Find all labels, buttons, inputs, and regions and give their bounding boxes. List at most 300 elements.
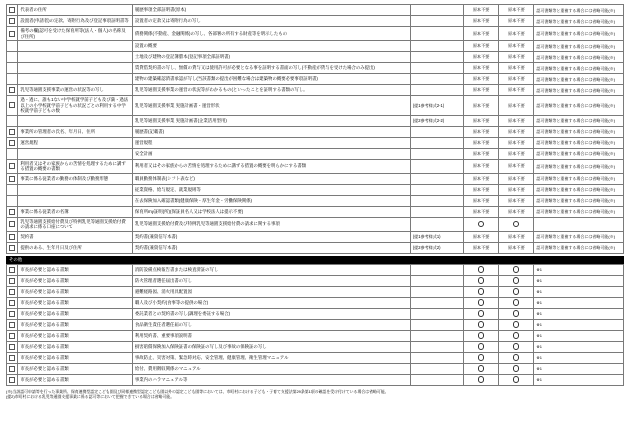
row-checkbox[interactable] bbox=[7, 52, 18, 63]
cell-document-category: 事業所の管理者の氏名、年月日、住所 bbox=[18, 126, 133, 137]
cell-document-name: 乳児等通園支援事業の運営の状況等がわかるもの(といったことを証明する書類の写し。 bbox=[132, 85, 410, 96]
cell-original-required-b bbox=[499, 341, 534, 352]
circle-mark bbox=[478, 321, 484, 327]
cell-remarks: 認可書類等と重複する場合には省略可能(※) bbox=[534, 96, 624, 116]
circle-mark bbox=[513, 332, 519, 338]
cell-form-reference bbox=[410, 341, 463, 352]
cell-document-name: 事業内のハラマニュアル等 bbox=[132, 374, 410, 385]
table-row bbox=[7, 195, 624, 206]
cell-original-required-a: 原本不要 bbox=[464, 63, 499, 74]
cell-document-name: 土地及び建物の登記簿謄本(登記事項全部証明書) bbox=[132, 52, 410, 63]
checklist-table-main bbox=[6, 4, 624, 254]
cell-form-reference bbox=[410, 319, 463, 330]
table-row bbox=[7, 96, 624, 116]
cell-document-name: 履歴書(記載書) bbox=[132, 126, 410, 137]
cell-original-required-a: 原本不要 bbox=[464, 27, 499, 41]
cell-form-reference: (提1参考様式1) bbox=[410, 231, 463, 242]
cell-original-required-a: 原本不要 bbox=[464, 195, 499, 206]
footnote-block bbox=[6, 389, 624, 400]
checkbox-icon[interactable] bbox=[9, 322, 15, 328]
checkbox-icon[interactable] bbox=[9, 311, 15, 317]
checkbox-icon[interactable] bbox=[9, 209, 15, 215]
cell-form-reference bbox=[410, 126, 463, 137]
row-checkbox[interactable] bbox=[7, 275, 18, 286]
cell-document-category bbox=[18, 74, 133, 85]
cell-original-required-b: 原本不要 bbox=[499, 231, 534, 242]
cell-document-category: 市長が必要と認める書類 bbox=[18, 330, 133, 341]
circle-mark bbox=[478, 376, 484, 382]
cell-document-name: 契約書(兼資信写本書) bbox=[132, 242, 410, 253]
table-row bbox=[7, 173, 624, 184]
cell-original-required-b: 原本不要 bbox=[499, 85, 534, 96]
cell-form-reference bbox=[410, 159, 463, 173]
cell-original-required-a: 原本不要 bbox=[464, 96, 499, 116]
cell-remarks: ※1 bbox=[534, 264, 624, 275]
cell-original-required-a: 原本不要 bbox=[464, 173, 499, 184]
cell-document-category: 提供のある、生年月日及び住所 bbox=[18, 242, 133, 253]
circle-mark bbox=[478, 299, 484, 305]
cell-original-required-b: 原本不要 bbox=[499, 159, 534, 173]
table-row bbox=[7, 217, 624, 231]
row-checkbox[interactable] bbox=[7, 297, 18, 308]
cell-original-required-b: 原本不要 bbox=[499, 27, 534, 41]
cell-document-name: 防火管理者選任届出書の写し bbox=[132, 275, 410, 286]
cell-document-category: 市長が必要と認める書類 bbox=[18, 352, 133, 363]
circle-mark bbox=[478, 288, 484, 294]
cell-form-reference bbox=[410, 217, 463, 231]
circle-mark bbox=[513, 277, 519, 283]
cell-document-category: 市長が必要と認める書類 bbox=[18, 264, 133, 275]
cell-remarks: 認可書類等と重複する場合には省略可能(※) bbox=[534, 5, 624, 16]
cell-original-required-b bbox=[499, 297, 534, 308]
cell-remarks: 認可書類等と重複する場合には省略可能(※) bbox=[534, 16, 624, 27]
checkbox-icon[interactable] bbox=[9, 18, 15, 24]
cell-original-required-b bbox=[499, 217, 534, 231]
table-row bbox=[7, 319, 624, 330]
cell-remarks: 認可書類等と重複する場合には省略可能(※) bbox=[534, 74, 624, 85]
cell-original-required-a bbox=[464, 308, 499, 319]
cell-original-required-b: 原本不要 bbox=[499, 184, 534, 195]
cell-form-reference bbox=[410, 63, 463, 74]
cell-document-name: 在去保険加入確認書類(健康保険・厚生年金・労働保険関係) bbox=[132, 195, 410, 206]
cell-document-name: 運営規程 bbox=[132, 137, 410, 148]
row-checkbox[interactable] bbox=[7, 184, 18, 195]
row-checkbox[interactable] bbox=[7, 195, 18, 206]
circle-mark bbox=[478, 343, 484, 349]
cell-original-required-b: 原本不要 bbox=[499, 137, 534, 148]
cell-form-reference bbox=[410, 41, 463, 52]
cell-remarks: 認可書類等と重複する場合には省略可能(※) bbox=[534, 148, 624, 159]
cell-document-category: 市長が必要と認める書類 bbox=[18, 319, 133, 330]
cell-document-name: 事故防止、災害対策、緊急時対応、安全管理、健康管理、衛生管理マニュアル bbox=[132, 352, 410, 363]
circle-mark bbox=[478, 277, 484, 283]
cell-remarks: ※1 bbox=[534, 341, 624, 352]
cell-remarks: 認可書類等と重複する場合には省略可能(※) bbox=[534, 41, 624, 52]
cell-form-reference bbox=[410, 85, 463, 96]
cell-document-name: 消防設備点検報告書または検査済証の写し bbox=[132, 264, 410, 275]
table-row bbox=[7, 16, 624, 27]
cell-document-name: 設置者の定款又は寄附行為の写し bbox=[132, 16, 410, 27]
cell-original-required-b: 原本不要 bbox=[499, 16, 534, 27]
cell-original-required-a: 原本不要 bbox=[464, 52, 499, 63]
row-checkbox[interactable] bbox=[7, 27, 18, 41]
checkbox-icon[interactable] bbox=[9, 234, 15, 240]
row-checkbox[interactable] bbox=[7, 363, 18, 374]
circle-mark bbox=[513, 321, 519, 327]
cell-form-reference bbox=[410, 374, 463, 385]
section-header-other: その他 bbox=[6, 256, 624, 264]
row-checkbox[interactable] bbox=[7, 352, 18, 363]
circle-mark bbox=[513, 221, 519, 227]
cell-document-name: 契約書(兼資信写本書) bbox=[132, 231, 410, 242]
checkbox-icon[interactable] bbox=[9, 221, 15, 227]
cell-document-name: 食品衛生責任者選任届の写し bbox=[132, 319, 410, 330]
table-row bbox=[7, 286, 624, 297]
row-checkbox[interactable] bbox=[7, 341, 18, 352]
circle-mark bbox=[513, 288, 519, 294]
cell-original-required-b: 原本不要 bbox=[499, 74, 534, 85]
circle-mark bbox=[513, 354, 519, 360]
row-checkbox[interactable] bbox=[7, 159, 18, 173]
checkbox-icon[interactable] bbox=[9, 102, 15, 108]
cell-form-reference bbox=[410, 330, 463, 341]
cell-original-required-a: 原本不要 bbox=[464, 41, 499, 52]
cell-remarks: ※1 bbox=[534, 330, 624, 341]
cell-original-required-a: 原本不要 bbox=[464, 206, 499, 217]
circle-mark bbox=[513, 310, 519, 316]
cell-document-name: 職人及び小契約(食事等の提供の場合) bbox=[132, 297, 410, 308]
row-checkbox[interactable] bbox=[7, 41, 18, 52]
cell-form-reference bbox=[410, 275, 463, 286]
cell-document-category bbox=[18, 63, 133, 74]
table-row bbox=[7, 374, 624, 385]
cell-original-required-a: 原本不要 bbox=[464, 242, 499, 253]
cell-form-reference bbox=[410, 195, 463, 206]
cell-document-category: 市長が必要と認める書類 bbox=[18, 308, 133, 319]
cell-remarks: 認可書類等と重複する場合には省略可能(※) bbox=[534, 27, 624, 41]
cell-remarks: 認可書類等と重複する場合には省略可能(※) bbox=[534, 242, 624, 253]
footnote-1: (※)当該認可申請等を行った事業所、保育連携型認定こども園及び同様連携型認定こども園以外の認定こども園等においては、市町村における子ども・子育て支援法第29条第1項の確認を受け付けている場合は省略可能。 bbox=[6, 388, 389, 394]
cell-form-reference bbox=[410, 27, 463, 41]
cell-form-reference bbox=[410, 206, 463, 217]
cell-original-required-b: 原本不要 bbox=[499, 41, 534, 52]
cell-original-required-a: 原本不要 bbox=[464, 16, 499, 27]
cell-form-reference: (提2参考様式2) bbox=[410, 242, 463, 253]
circle-mark bbox=[513, 376, 519, 382]
cell-form-reference bbox=[410, 308, 463, 319]
footnote-2: (提2)市町村における乳児等通園支援事業に係る認可等において把握できている場合は省略可能。 bbox=[6, 393, 175, 399]
cell-document-category bbox=[18, 41, 133, 52]
row-checkbox[interactable] bbox=[7, 330, 18, 341]
cell-original-required-a: 原本不要 bbox=[464, 85, 499, 96]
checklist-table-other bbox=[6, 264, 624, 386]
circle-mark bbox=[513, 299, 519, 305]
table-row bbox=[7, 264, 624, 275]
checkbox-icon[interactable] bbox=[9, 366, 15, 372]
cell-form-reference bbox=[410, 297, 463, 308]
checkbox-icon[interactable] bbox=[9, 355, 15, 361]
row-checkbox[interactable] bbox=[7, 308, 18, 319]
cell-original-required-a: 原本不要 bbox=[464, 184, 499, 195]
cell-original-required-a bbox=[464, 286, 499, 297]
table-row bbox=[7, 341, 624, 352]
cell-original-required-a bbox=[464, 275, 499, 286]
table-row bbox=[7, 27, 624, 41]
checkbox-icon[interactable] bbox=[9, 129, 15, 135]
cell-document-name: 安全計画 bbox=[132, 148, 410, 159]
table-row bbox=[7, 63, 624, 74]
cell-form-reference bbox=[410, 184, 463, 195]
cell-document-name: 委託業者との契約書の写し(調理を委託する場合) bbox=[132, 308, 410, 319]
checkbox-icon[interactable] bbox=[9, 300, 15, 306]
cell-document-category: 市長が必要と認める書類 bbox=[18, 275, 133, 286]
cell-document-name: 乳児等通園支援事業 実施計画書・運営形状 bbox=[132, 96, 410, 116]
cell-original-required-a: 原本不要 bbox=[464, 5, 499, 16]
row-checkbox[interactable] bbox=[7, 96, 18, 116]
cell-original-required-a: 原本不要 bbox=[464, 115, 499, 126]
cell-form-reference bbox=[410, 52, 463, 63]
checkbox-icon[interactable] bbox=[9, 278, 15, 284]
checkbox-icon[interactable] bbox=[9, 344, 15, 350]
cell-original-required-a bbox=[464, 330, 499, 341]
cell-document-name: 避難経路図、消火用具配置図 bbox=[132, 286, 410, 297]
circle-mark bbox=[513, 343, 519, 349]
cell-document-category: 設置者(申請者)の定款、寄附行為及び登記事項証明書等 bbox=[18, 16, 133, 27]
cell-original-required-b: 原本不要 bbox=[499, 206, 534, 217]
cell-original-required-b: 原本不要 bbox=[499, 195, 534, 206]
checkbox-icon[interactable] bbox=[9, 333, 15, 339]
cell-document-category bbox=[18, 148, 133, 159]
cell-document-category: 市長が必要と認める書類 bbox=[18, 297, 133, 308]
cell-remarks: 認可書類等と重複する場合には省略可能(※) bbox=[534, 231, 624, 242]
cell-original-required-b: 原本不要 bbox=[499, 96, 534, 116]
cell-document-category: 運営規程 bbox=[18, 137, 133, 148]
cell-remarks: 認可書類等と重複する場合には省略可能(※) bbox=[534, 184, 624, 195]
row-checkbox[interactable] bbox=[7, 5, 18, 16]
cell-document-category: 乳児等通園支援給付費及び特例乳児等通園支援給付費の請求に係る口座について bbox=[18, 217, 133, 231]
cell-remarks: ※1 bbox=[534, 275, 624, 286]
cell-remarks: 認可書類等と重複する場合には省略可能(※) bbox=[534, 137, 624, 148]
cell-original-required-a bbox=[464, 341, 499, 352]
cell-original-required-b bbox=[499, 264, 534, 275]
cell-original-required-b bbox=[499, 352, 534, 363]
cell-original-required-a bbox=[464, 264, 499, 275]
row-checkbox[interactable] bbox=[7, 85, 18, 96]
row-checkbox[interactable] bbox=[7, 115, 18, 126]
cell-original-required-b: 原本不要 bbox=[499, 115, 534, 126]
cell-document-category: 備考の欄(認可を受けた保育所等(法人・個人)の名称及び住所) bbox=[18, 27, 133, 41]
row-checkbox[interactable] bbox=[7, 242, 18, 253]
table-row bbox=[7, 231, 624, 242]
circle-mark bbox=[478, 310, 484, 316]
table-row bbox=[7, 242, 624, 253]
table-row bbox=[7, 330, 624, 341]
table-row bbox=[7, 308, 624, 319]
checkbox-icon[interactable] bbox=[9, 245, 15, 251]
cell-original-required-b: 原本不要 bbox=[499, 242, 534, 253]
cell-original-required-a bbox=[464, 319, 499, 330]
cell-remarks: 認可書類等と重複する場合には省略可能(※) bbox=[534, 159, 624, 173]
cell-remarks: 認可書類等と重複する場合には省略可能(※) bbox=[534, 173, 624, 184]
row-checkbox[interactable] bbox=[7, 286, 18, 297]
cell-document-category bbox=[18, 52, 133, 63]
checkbox-icon[interactable] bbox=[9, 7, 15, 13]
checkbox-icon[interactable] bbox=[9, 140, 15, 146]
cell-form-reference: (提1参考様式2-1) bbox=[410, 96, 463, 116]
cell-document-category: 市長が必要と認める書類 bbox=[18, 341, 133, 352]
checkbox-icon[interactable] bbox=[9, 176, 15, 182]
checkbox-icon[interactable] bbox=[9, 31, 15, 37]
cell-original-required-b: 原本不要 bbox=[499, 63, 534, 74]
cell-document-category bbox=[18, 115, 133, 126]
cell-document-name: 損害賠償保険加入保険証書の保険証の写し及び事故の保険証の写し bbox=[132, 341, 410, 352]
cell-document-category: 乳児等通園支援事業の運営の状況等の写し bbox=[18, 85, 133, 96]
cell-remarks: ※1 bbox=[534, 363, 624, 374]
cell-document-name: 債務関係(不動産、金融関係)の写し、各部署の所有する財産等を明示したもの bbox=[132, 27, 410, 41]
cell-original-required-a: 原本不要 bbox=[464, 159, 499, 173]
cell-original-required-a bbox=[464, 217, 499, 231]
cell-document-name: 建物の建築確認済書承認が写し(当該書類の提出が困難な場合は建築物の概要必要事項証明書) bbox=[132, 74, 410, 85]
row-checkbox[interactable] bbox=[7, 173, 18, 184]
cell-original-required-b: 原本不要 bbox=[499, 173, 534, 184]
cell-remarks: 認可書類等と重複する場合には省略可能(※) bbox=[534, 195, 624, 206]
cell-original-required-a: 原本不要 bbox=[464, 231, 499, 242]
table-row bbox=[7, 5, 624, 16]
cell-original-required-b bbox=[499, 330, 534, 341]
cell-document-category: 市長が必要と認める書類 bbox=[18, 363, 133, 374]
row-checkbox[interactable] bbox=[7, 206, 18, 217]
cell-original-required-b bbox=[499, 275, 534, 286]
cell-document-name: 保育所my証明(所)(保証員名人又は学校法人は提示不要) bbox=[132, 206, 410, 217]
row-checkbox[interactable] bbox=[7, 148, 18, 159]
table-row bbox=[7, 159, 624, 173]
circle-mark bbox=[478, 354, 484, 360]
cell-document-name: 賃貸借契約書の写し、無償の貸与又は使用許可が必要となる事を証明する書面の写し(不動産が貸与を受けた場合のみ提出) bbox=[132, 63, 410, 74]
table-row bbox=[7, 52, 624, 63]
circle-mark bbox=[478, 221, 484, 227]
table-row bbox=[7, 275, 624, 286]
row-checkbox[interactable] bbox=[7, 319, 18, 330]
cell-remarks: ※1 bbox=[534, 374, 624, 385]
row-checkbox[interactable] bbox=[7, 264, 18, 275]
circle-mark bbox=[513, 266, 519, 272]
table-row bbox=[7, 148, 624, 159]
cell-original-required-b bbox=[499, 308, 534, 319]
checkbox-icon[interactable] bbox=[9, 267, 15, 273]
cell-remarks bbox=[534, 217, 624, 231]
cell-remarks: ※1 bbox=[534, 352, 624, 363]
cell-document-category bbox=[18, 184, 133, 195]
row-checkbox[interactable] bbox=[7, 74, 18, 85]
circle-mark bbox=[513, 365, 519, 371]
cell-form-reference bbox=[410, 352, 463, 363]
cell-document-category bbox=[18, 195, 133, 206]
cell-document-category: 過・過に、誰も1ない中学校就学前子ども及び満・過法以上の小学校就学前子どもの状況ごとの利用する中学校就学前子どもの数 bbox=[18, 96, 133, 116]
cell-form-reference bbox=[410, 173, 463, 184]
cell-form-reference bbox=[410, 286, 463, 297]
cell-document-name: 乳児等通園支援給付費及び特例乳児等通園支援給付費の請求に関する事項 bbox=[132, 217, 410, 231]
cell-document-name: 利用者又はその家族からの苦情を処理するために講ずる措置の概要を明らかにする書類 bbox=[132, 159, 410, 173]
cell-original-required-a: 原本不要 bbox=[464, 137, 499, 148]
cell-original-required-b: 原本不要 bbox=[499, 52, 534, 63]
cell-remarks: 認可書類等と重複する場合には省略可能(※) bbox=[534, 206, 624, 217]
checkbox-icon[interactable] bbox=[9, 377, 15, 383]
checkbox-icon[interactable] bbox=[9, 289, 15, 295]
cell-document-category: 契約書 bbox=[18, 231, 133, 242]
cell-document-category: 事業に係る従業者の名簿 bbox=[18, 206, 133, 217]
cell-document-name: 履歴事項全部証明書(原本) bbox=[132, 5, 410, 16]
row-checkbox[interactable] bbox=[7, 16, 18, 27]
cell-original-required-b: 原本不要 bbox=[499, 126, 534, 137]
table-row bbox=[7, 41, 624, 52]
cell-original-required-a: 原本不要 bbox=[464, 126, 499, 137]
cell-remarks: ※1 bbox=[534, 297, 624, 308]
cell-document-category: 代表者の住所 bbox=[18, 5, 133, 16]
cell-remarks: ※1 bbox=[534, 319, 624, 330]
cell-remarks: 認可書類等と重複する場合には省略可能(※) bbox=[534, 63, 624, 74]
cell-document-name: 設置の概要 bbox=[132, 41, 410, 52]
table-row bbox=[7, 297, 624, 308]
cell-document-category: 市長が必要と認める書類 bbox=[18, 286, 133, 297]
cell-original-required-a: 原本不要 bbox=[464, 74, 499, 85]
cell-remarks: 認可書類等と重複する場合には省略可能(※) bbox=[534, 85, 624, 96]
cell-form-reference: (提2参考様式2-2) bbox=[410, 115, 463, 126]
cell-remarks: 認可書類等と重複する場合には省略可能(※) bbox=[534, 115, 624, 126]
table-row bbox=[7, 206, 624, 217]
cell-original-required-b bbox=[499, 319, 534, 330]
cell-original-required-a bbox=[464, 352, 499, 363]
cell-original-required-a: 原本不要 bbox=[464, 148, 499, 159]
table-row bbox=[7, 74, 624, 85]
cell-remarks: ※1 bbox=[534, 286, 624, 297]
row-checkbox[interactable] bbox=[7, 374, 18, 385]
cell-remarks: ※1 bbox=[534, 308, 624, 319]
cell-form-reference bbox=[410, 148, 463, 159]
row-checkbox[interactable] bbox=[7, 231, 18, 242]
cell-original-required-a bbox=[464, 374, 499, 385]
row-checkbox[interactable] bbox=[7, 63, 18, 74]
table-row bbox=[7, 115, 624, 126]
cell-form-reference bbox=[410, 74, 463, 85]
cell-form-reference bbox=[410, 137, 463, 148]
table-row bbox=[7, 352, 624, 363]
row-checkbox[interactable] bbox=[7, 126, 18, 137]
row-checkbox[interactable] bbox=[7, 137, 18, 148]
cell-document-name: 利用契約書、重要事項説明書 bbox=[132, 330, 410, 341]
cell-original-required-a bbox=[464, 297, 499, 308]
cell-original-required-b bbox=[499, 363, 534, 374]
checkbox-icon[interactable] bbox=[9, 163, 15, 169]
cell-remarks: 認可書類等と重複する場合には省略可能(※) bbox=[534, 52, 624, 63]
cell-document-category: 利用者又はその家族からの苦情を処理するために講ずる措置の概要の書類 bbox=[18, 159, 133, 173]
cell-original-required-b: 原本不要 bbox=[499, 5, 534, 16]
cell-document-name: 職員勤務体制表(シフト表など) bbox=[132, 173, 410, 184]
cell-document-name: 給付、費用徴収関係のマニュアル bbox=[132, 363, 410, 374]
cell-form-reference bbox=[410, 5, 463, 16]
cell-original-required-a bbox=[464, 363, 499, 374]
circle-mark bbox=[478, 365, 484, 371]
row-checkbox[interactable] bbox=[7, 217, 18, 231]
cell-form-reference bbox=[410, 363, 463, 374]
cell-document-name: 従業資格、給与規定、就業規則等 bbox=[132, 184, 410, 195]
checkbox-icon[interactable] bbox=[9, 87, 15, 93]
cell-remarks: 認可書類等と重複する場合には省略可能(※) bbox=[534, 126, 624, 137]
cell-form-reference bbox=[410, 264, 463, 275]
cell-document-name: 乳児等通園支援事業 実施計画書(企業活用型用) bbox=[132, 115, 410, 126]
table-row bbox=[7, 363, 624, 374]
cell-document-category: 事業に係る従業者の勤務の体制及び勤務形態 bbox=[18, 173, 133, 184]
table-row bbox=[7, 85, 624, 96]
